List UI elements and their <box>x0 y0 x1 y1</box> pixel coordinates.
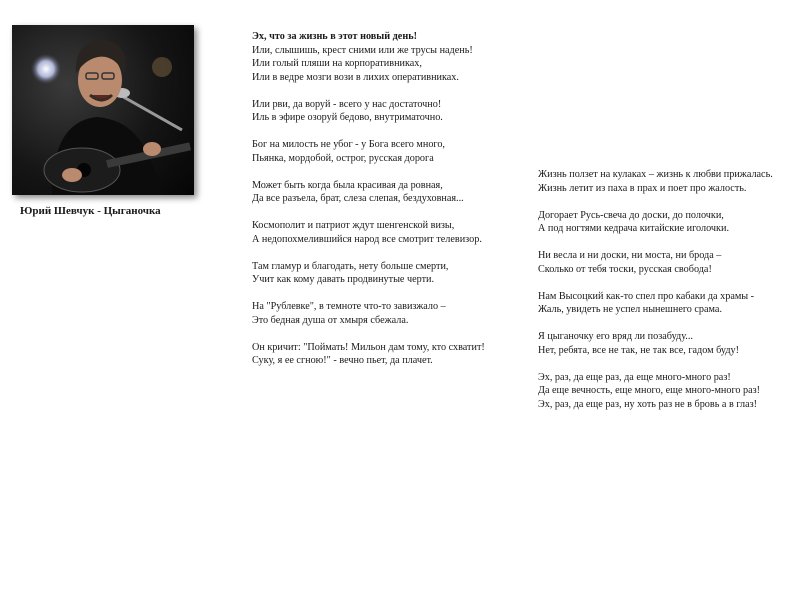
stanza <box>538 209 796 236</box>
stanza <box>252 138 522 165</box>
lyric-line: Да все разъела, брат, слеза слепая, бездуховная... <box>252 193 464 204</box>
lyric-line: Нет, ребята, все не так, не так все, гадом буду! <box>538 344 740 356</box>
lyric-line: На "Рублевке", в темноте что-то завизжало – <box>252 301 446 312</box>
stanza <box>252 341 522 368</box>
lyrics-column-left <box>252 30 522 381</box>
lyric-line: Сколько от тебя тоски, русская свобода! <box>538 263 712 275</box>
lyric-line: Бог на милость не убог - у Бога всего много, <box>252 139 445 150</box>
lyric-line: Ни весла и ни доски, ни моста, ни брода – <box>538 250 722 261</box>
lyric-line: Там гламур и благодать, нету больше смерти, <box>252 260 449 272</box>
lyric-line: Иль в эфире озоруй бедово, внутриматочно. <box>252 112 443 123</box>
lyric-line: Эх, раз, да еще раз, ну хоть раз не в бровь а в глаз! <box>538 398 758 410</box>
lyric-line: Жаль, увидеть не успел нынешнего срама. <box>538 304 722 315</box>
stanza <box>538 290 796 317</box>
stanza <box>252 219 522 246</box>
lyric-line: Или, слышишь, крест сними или же трусы надень! <box>252 44 473 56</box>
stanza <box>252 260 522 287</box>
lyric-line: Эх, раз, да еще раз, да еще много-много раз! <box>538 371 731 383</box>
stanza <box>538 330 796 357</box>
lyric-line: Или рви, да воруй - всего у нас достаточно! <box>252 98 442 110</box>
lyric-line: Учит как кому давать продвинутые черти. <box>252 274 435 285</box>
lyric-line: Нам Высоцкий как-то спел про кабаки да храмы - <box>538 290 755 302</box>
lyric-line: Суку, я ее сгною!" - вечно пьет, да плачет. <box>252 355 433 366</box>
lyric-line: Может быть когда была красивая да ровная, <box>252 179 443 191</box>
lyric-line: Догорает Русь-свеча до доски, до полочки, <box>538 209 724 221</box>
lyric-line: Жизнь ползет на кулаках – жизнь к любви прижалась. <box>538 169 773 180</box>
singer-with-guitar-photo <box>12 25 194 195</box>
lyric-line: А под ногтями кедрача китайские иголочки. <box>538 223 729 234</box>
lyric-line: Он кричит: "Поймать! Мильон дам тому, кто схватит! <box>252 341 485 353</box>
lyric-line: Жизнь летит из паха в прах и поет про жалость. <box>538 182 747 194</box>
stanza <box>538 168 796 195</box>
song-caption: Юрий Шевчук - Цыганочка <box>20 205 161 217</box>
stanza <box>538 371 796 412</box>
lyric-line: Да еще вечность, еще много, еще много-много раз! <box>538 385 761 396</box>
stanza <box>252 300 522 327</box>
lyric-line: Эх, что за жизнь в этот новый день! <box>252 31 417 42</box>
lyric-line: Пьянка, мордобой, острог, русская дорога <box>252 152 434 164</box>
lyric-line: Или голый пляши на корпоративниках, <box>252 58 422 69</box>
lyric-line: Я цыганочку его вряд ли позабуду... <box>538 331 693 342</box>
lyrics-column-right <box>538 168 796 425</box>
lyric-line: Космополит и патриот ждут шенгенской визы, <box>252 220 455 231</box>
lyric-line: А недопохмелившийся народ все смотрит телевизор. <box>252 233 482 245</box>
stanza <box>252 98 522 125</box>
stanza <box>252 30 522 84</box>
stanza <box>252 179 522 206</box>
lyric-line: Или в ведре мозги вози в лихих оперативниках. <box>252 71 459 83</box>
stanza <box>538 249 796 276</box>
lyric-line: Это бедная душа от хмыря сбежала. <box>252 314 409 326</box>
